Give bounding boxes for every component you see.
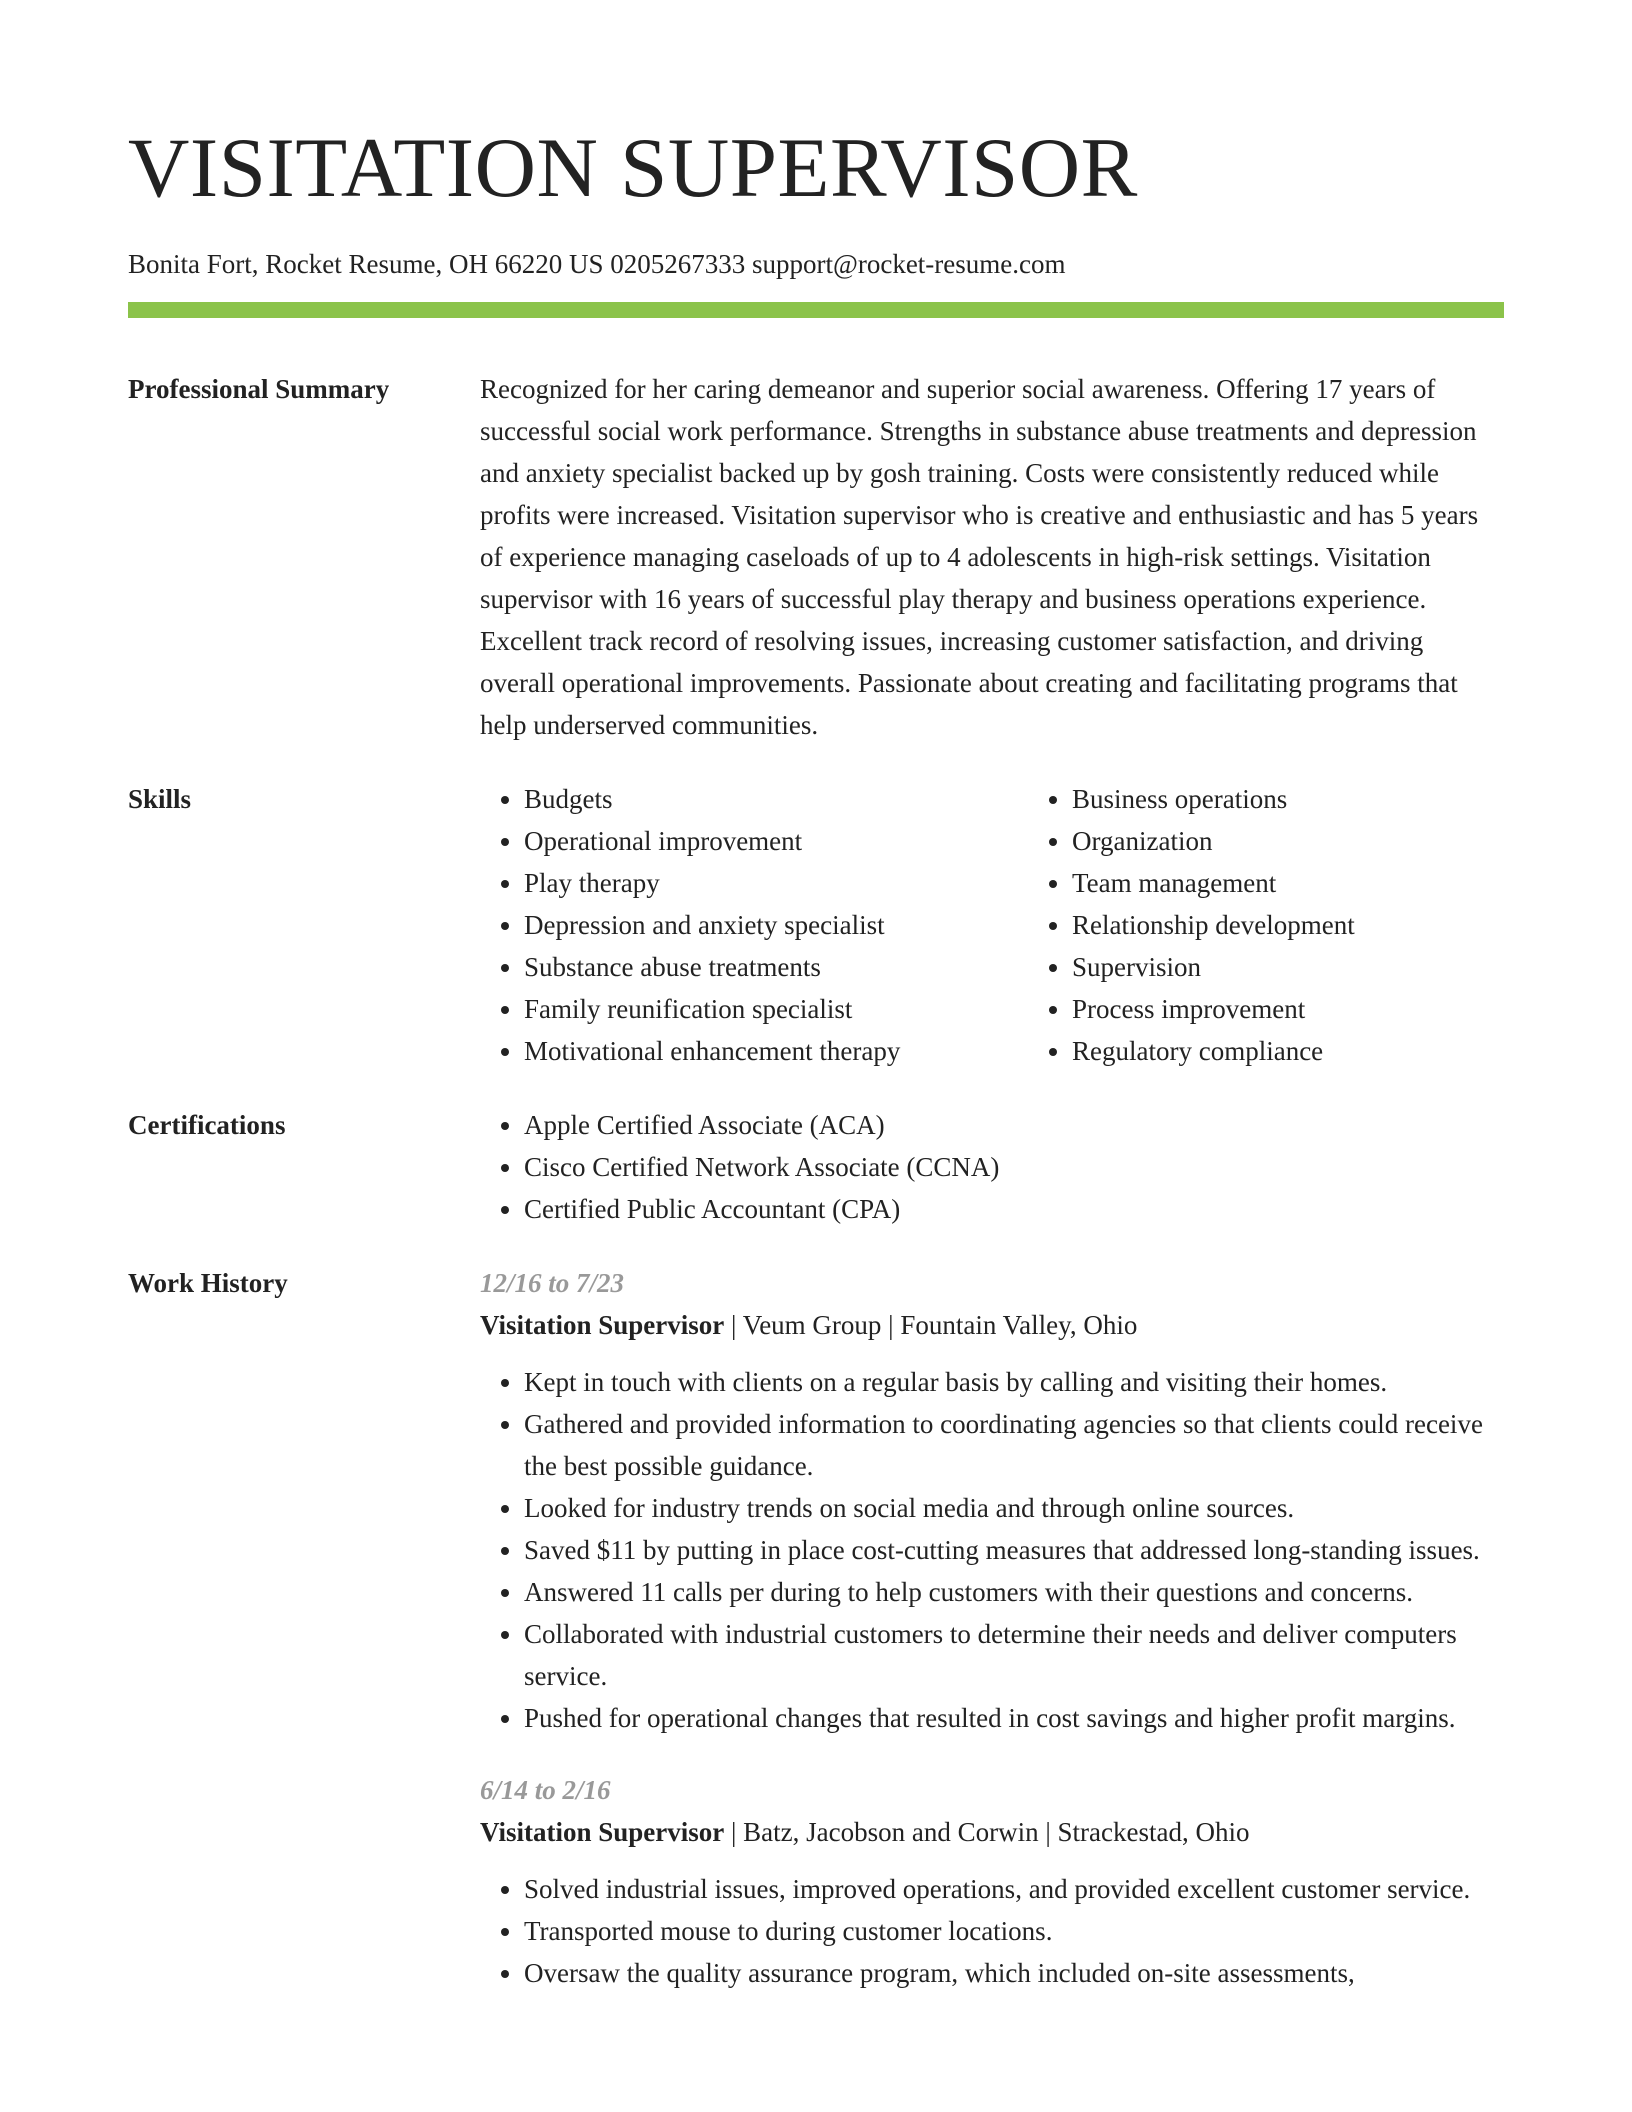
skill-item: • Supervision (1072, 946, 1355, 988)
skill-item: • Motivational enhancement therapy (524, 1030, 1028, 1072)
skills-column-left (480, 778, 1028, 1072)
work-history-heading: Work History (128, 1268, 288, 1298)
job-bullet: • Kept in touch with clients on a regular basis by calling and visiting their homes. (524, 1361, 1504, 1403)
job-bullet: • Looked for industry trends on social media and through online sources. (524, 1487, 1504, 1529)
job-location: | Fountain Valley, Ohio (881, 1310, 1137, 1340)
job-dates: 12/16 to 7/23 (480, 1268, 625, 1298)
skill-item: • Regulatory compliance (1072, 1030, 1355, 1072)
skills-heading: Skills (128, 784, 192, 814)
job-bullet: • Oversaw the quality assurance program, which included on-site assessments, (524, 1952, 1504, 1994)
job-bullet: • Pushed for operational changes that resulted in cost savings and higher profit margins. (524, 1697, 1504, 1739)
job-bullet: • Saved $11 by putting in place cost-cutting measures that addressed long-standing issues. (524, 1529, 1504, 1571)
job-entry (480, 1262, 1504, 1739)
job-bullet: • Answered 11 calls per during to help customers with their questions and concerns. (524, 1571, 1504, 1613)
skill-item: • Team management (1072, 862, 1355, 904)
job-bullet-list (480, 1361, 1504, 1739)
skill-item: • Business operations (1072, 778, 1355, 820)
contact-phone: 0205267333 (610, 249, 746, 279)
skill-item: • Organization (1072, 820, 1355, 862)
certification-item: • Certified Public Accountant (CPA) (524, 1188, 1504, 1230)
skills-list (480, 778, 1504, 1072)
job-header (480, 1304, 1504, 1346)
contact-address: Bonita Fort, Rocket Resume, OH 66220 US (128, 249, 604, 279)
skills-section (128, 778, 1504, 1072)
job-location: | Strackestad, Ohio (1039, 1817, 1250, 1847)
certification-item: • Apple Certified Associate (ACA) (524, 1104, 1504, 1146)
summary-text: Recognized for her caring demeanor and superior social awareness. Offering 17 years of successful social work performance. Strengths in substance abuse treatments and depression and anxiety specialist backed up by gosh training. Costs were consistently reduced while profits were increased. Visitation supervisor who is creative and enthusiastic and has 5 years of experience managing caseloads of up to 4 adolescents in high-risk settings. Visitation supervisor with 16 years of successful play therapy and business operations experience. Excellent track record of resolving issues, increasing customer satisfaction, and driving overall operational improvements. Passionate about creating and facilitating programs that help underserved communities. (480, 374, 1479, 740)
work-history-section (128, 1262, 1504, 1994)
resume-title: VISITATION SUPERVISOR (128, 121, 1138, 215)
job-title: Visitation Supervisor (480, 1817, 725, 1847)
certifications-heading: Certifications (128, 1110, 286, 1140)
certifications-list (480, 1104, 1504, 1230)
job-bullet: • Collaborated with industrial customers to determine their needs and deliver computers service. (524, 1613, 1504, 1697)
contact-line (128, 246, 1504, 282)
certifications-section (128, 1104, 1504, 1230)
skill-item: • Play therapy (524, 862, 1028, 904)
job-bullet-list (480, 1868, 1504, 1994)
skill-item: • Budgets (524, 778, 1028, 820)
job-company: | Veum Group (724, 1310, 881, 1340)
job-bullet: • Transported mouse to during customer locations. (524, 1910, 1504, 1952)
contact-email: support@rocket-resume.com (751, 249, 1066, 279)
skill-item: • Depression and anxiety specialist (524, 904, 1028, 946)
job-bullet: • Solved industrial issues, improved operations, and provided excellent customer service. (524, 1868, 1504, 1910)
job-entry (480, 1769, 1504, 1994)
work-history-body (480, 1262, 1504, 1994)
job-dates: 6/14 to 2/16 (480, 1775, 611, 1805)
skill-item: • Relationship development (1072, 904, 1355, 946)
header-divider (128, 302, 1504, 318)
job-header (480, 1811, 1504, 1853)
certification-item: • Cisco Certified Network Associate (CCNA) (524, 1146, 1504, 1188)
job-bullet: • Gathered and provided information to coordinating agencies so that clients could receive the best possible guidance. (524, 1403, 1504, 1487)
resume-page (128, 0, 1504, 1994)
skills-column-right (1028, 778, 1355, 1072)
summary-heading: Professional Summary (128, 374, 390, 404)
skill-item: • Operational improvement (524, 820, 1028, 862)
skill-item: • Family reunification specialist (524, 988, 1028, 1030)
skill-item: • Process improvement (1072, 988, 1355, 1030)
job-company: | Batz, Jacobson and Corwin (724, 1817, 1038, 1847)
certifications-body (480, 1104, 1504, 1230)
skill-item: • Substance abuse treatments (524, 946, 1028, 988)
job-title: Visitation Supervisor (480, 1310, 725, 1340)
summary-section (128, 368, 1504, 746)
